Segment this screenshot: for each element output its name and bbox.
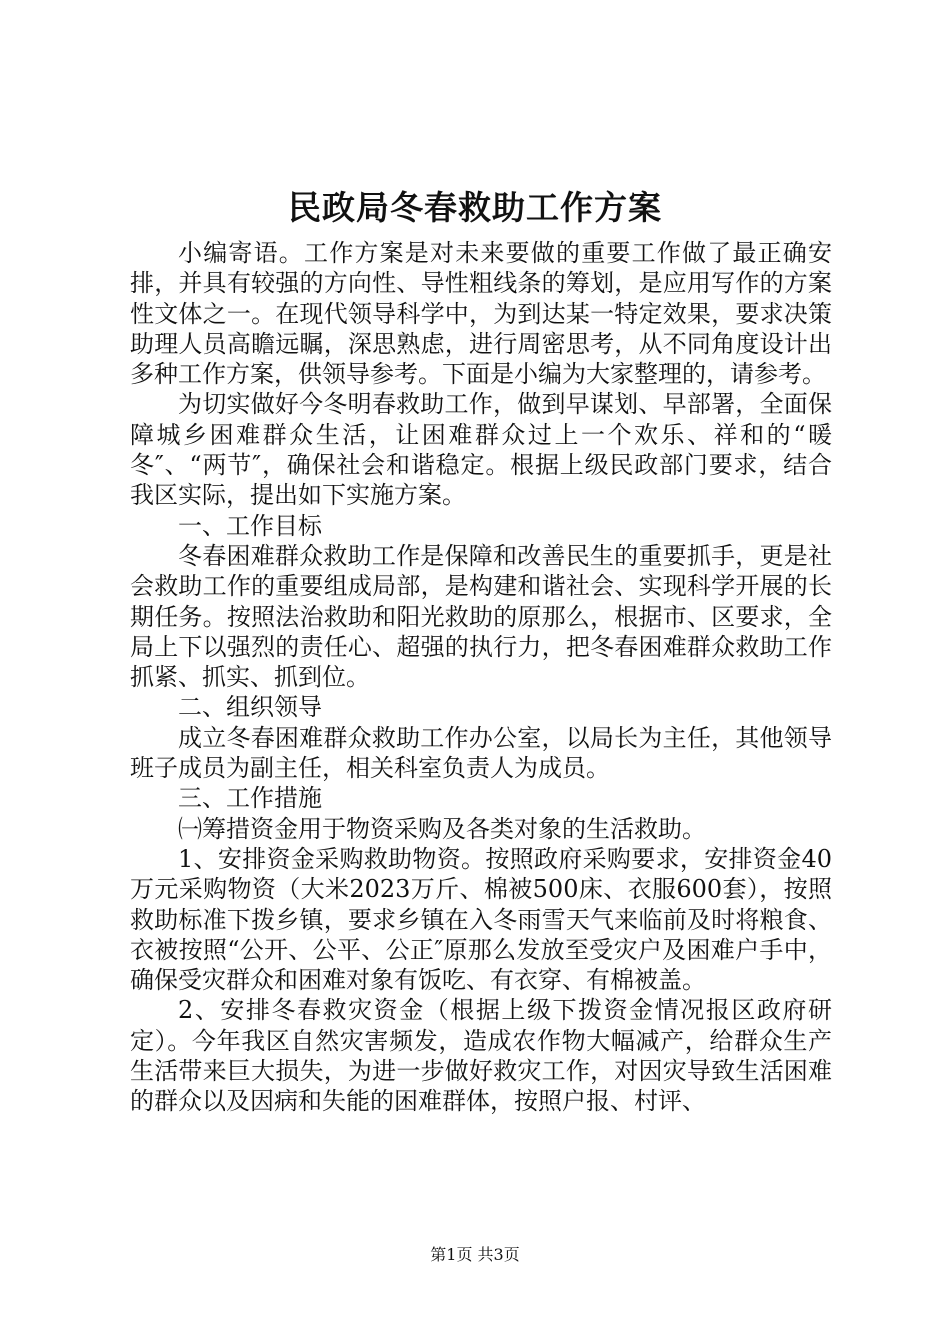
paragraph-purpose: 为切实做好今冬明春救助工作，做到早谋划、早部署，全面保障城乡困难群众生活，让困难群众过上一个欢乐、祥和的“暖冬″、“两节″，确保社会和谐稳定。根据上级民政部门要求，结合我区实际，提出如下实施方案。 — [130, 390, 832, 510]
document-title: 民政局冬春救助工作方案 — [288, 188, 662, 227]
paragraph-goals: 冬春困难群众救助工作是保障和改善民生的重要抓手，更是社会救助工作的重要组成局部，是构建和谐社会、实现科学开展的长期任务。按照法治救助和阳光救助的原那么，根据市、区要求，全局上下以强烈的责任心、超强的执行力，把冬春困难群众救助工作抓紧、抓实、抓到位。 — [130, 541, 832, 692]
paragraph-item-1: 1、安排资金采购救助物资。按照政府采购要求，安排资金40万元采购物资（大米2023万斤、棉被500床、衣服600套），按照救助标准下拨乡镇，要求乡镇在入冬雨雪天气来临前及时将粮食、衣被按照“公开、公平、公正″原那么发放至受灾户及困难户手中，确保受灾群众和困难对象有饭吃、有衣穿、有棉被盖。 — [130, 844, 832, 995]
paragraph-item-2: 2、安排冬春救灾资金（根据上级下拨资金情况报区政府研定）。今年我区自然灾害频发，造成农作物大幅减产，给群众生产生活带来巨大损失，为进一步做好救灾工作，对因灾导致生活困难的群众以及因病和失能的困难群体，按照户报、村评、 — [130, 996, 832, 1116]
section-heading-organization: 二、组织领导 — [178, 693, 322, 722]
paragraph-organization: 成立冬春困难群众救助工作办公室，以局长为主任，其他领导班子成员为副主任，相关科室负责人为成员。 — [130, 723, 832, 783]
section-heading-measures: 三、工作措施 — [178, 784, 322, 813]
subheading-funding: ㈠筹措资金用于物资采购及各类对象的生活救助。 — [178, 814, 706, 843]
section-heading-goals: 一、工作目标 — [178, 511, 322, 540]
page-footer: 第1页 共3页 — [430, 1245, 520, 1264]
paragraph-intro: 小编寄语。工作方案是对未来要做的重要工作做了最正确安排，并具有较强的方向性、导性粗线条的筹划，是应用写作的方案性文体之一。在现代领导科学中，为到达某一特定效果，要求决策助理人员高瞻远瞩，深思熟虑，进行周密思考，从不同角度设计出多种工作方案，供领导参考。下面是小编为大家整理的，请参考。 — [130, 239, 832, 389]
document-body — [130, 238, 832, 1117]
